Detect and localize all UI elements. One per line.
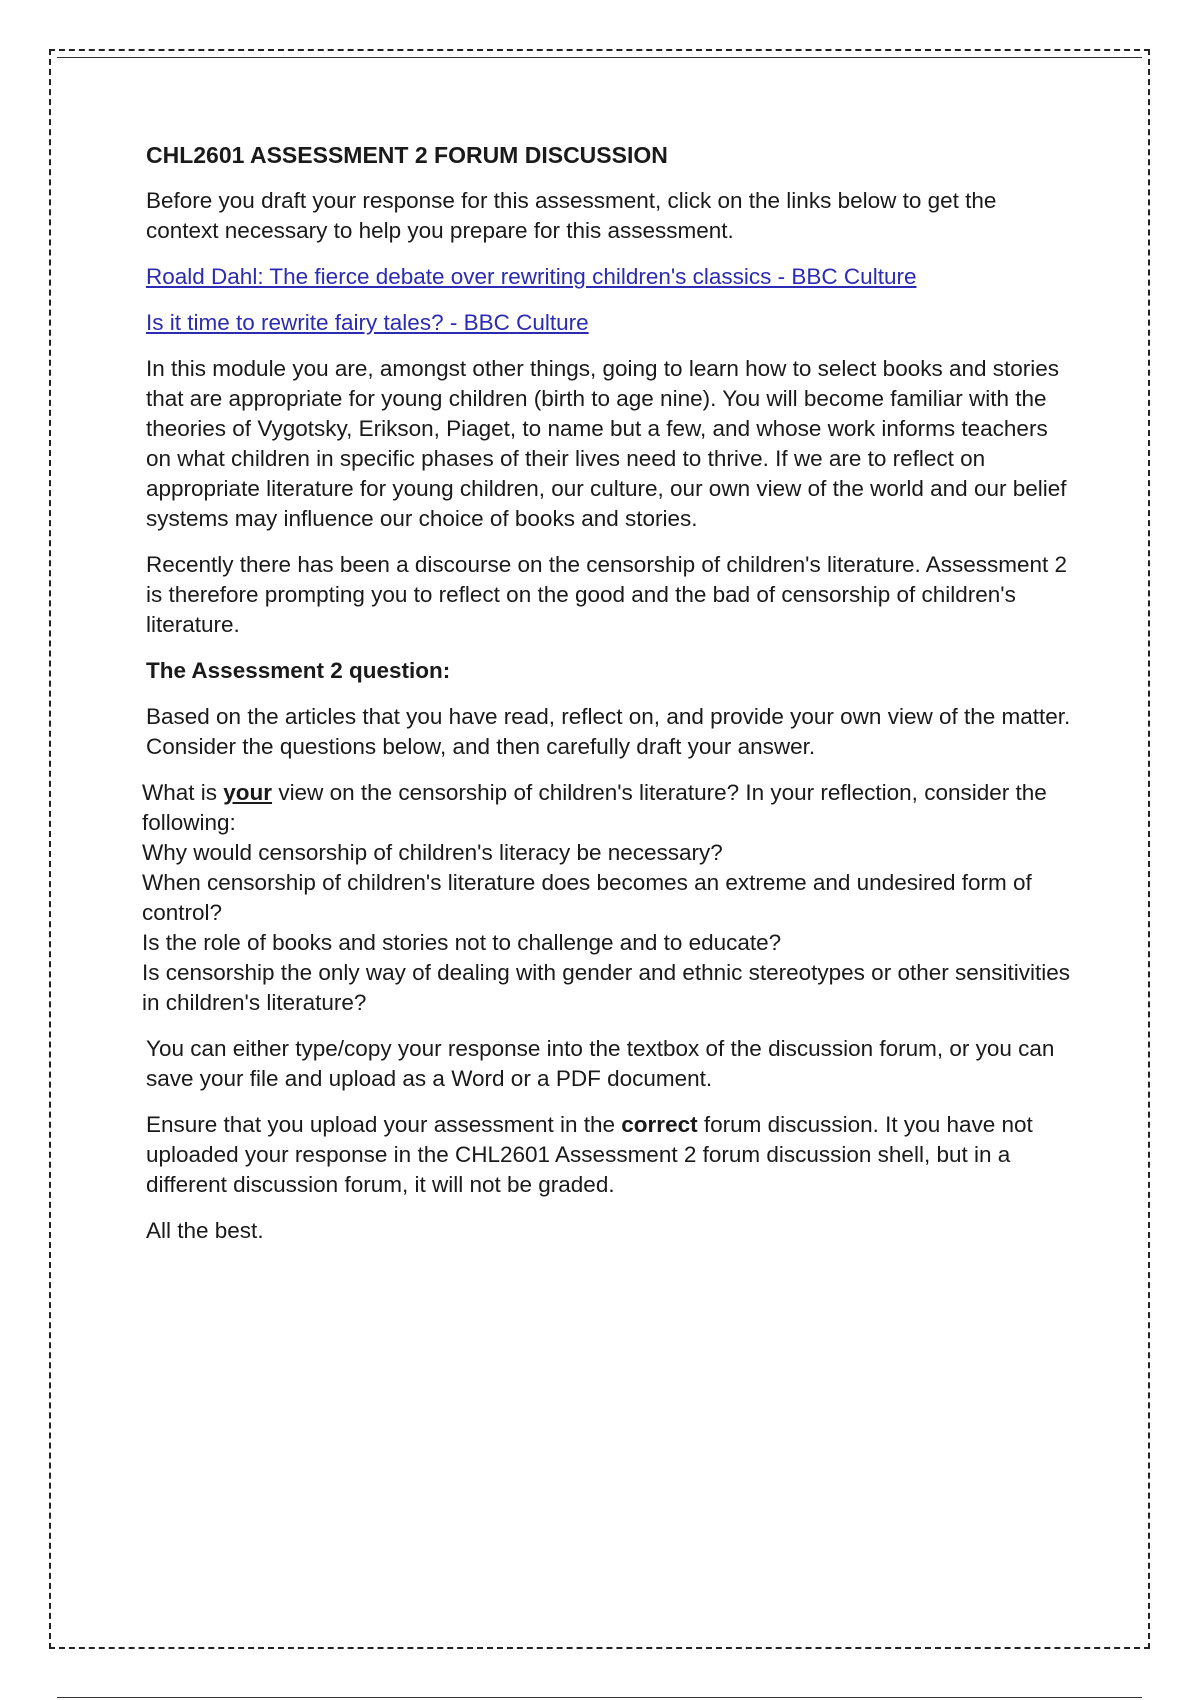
question-main <box>142 778 1071 838</box>
closing-line: All the best. <box>146 1218 264 1243</box>
bottom-rule <box>57 1697 1142 1698</box>
ensure-pre: Ensure that you upload your assessment in the <box>146 1112 616 1137</box>
ensure-post: forum discussion. It you have not uploaded your response in the CHL2601 Assessment 2 forum discussion shell, but in a different discussion forum, it will not be graded. <box>146 1112 1033 1197</box>
q1-emphasis: your <box>223 780 273 805</box>
upload-paragraph: You can either type/copy your response into the textbox of the discussion forum, or you can save your file and upload as a Word or a PDF document. <box>146 1036 1055 1091</box>
question-heading: The Assessment 2 question: <box>146 658 451 683</box>
top-rule <box>57 57 1142 58</box>
intro-paragraph: Before you draft your response for this assessment, click on the links below to get the context necessary to help you prepare for this assessment. <box>146 188 997 243</box>
question-list <box>142 778 1071 1018</box>
link-roald-dahl-article[interactable]: Roald Dahl: The fierce debate over rewriting children's classics - BBC Culture <box>146 264 917 289</box>
q1-post: view on the censorship of children's literature? In your reflection, consider the following: <box>142 780 1047 835</box>
discourse-paragraph: Recently there has been a discourse on the censorship of children's literature. Assessment 2 is therefore prompting you to reflect on the good and the bad of censorship of children's literature. <box>146 552 1068 637</box>
question-item: Is censorship the only way of dealing with gender and ethnic stereotypes or other sensitivities in children's literature? <box>142 960 1071 1015</box>
document-title: CHL2601 ASSESSMENT 2 FORUM DISCUSSION <box>146 142 668 168</box>
question-item: When censorship of children's literature does becomes an extreme and undesired form of control? <box>142 870 1032 925</box>
ensure-paragraph <box>146 1110 1071 1200</box>
ensure-emphasis: correct <box>621 1112 698 1137</box>
question-intro: Based on the articles that you have read, reflect on, and provide your own view of the matter. Consider the questions below, and then carefully draft your answer. <box>146 704 1071 759</box>
question-item: Is the role of books and stories not to challenge and to educate? <box>142 930 782 955</box>
module-paragraph: In this module you are, amongst other things, going to learn how to select books and stories that are appropriate for young children (birth to age nine). You will become familiar with the theories of Vygotsky, Erikson, Piaget, to name but a few, and whose work informs teachers on what children in specific phases of their lives need to thrive. If we are to reflect on appropriate literature for young children, our culture, our own view of the world and our belief systems may influence our choice of books and stories. <box>146 356 1067 531</box>
link-fairy-tales-article[interactable]: Is it time to rewrite fairy tales? - BBC Culture <box>146 310 589 335</box>
question-item: Why would censorship of children's literacy be necessary? <box>142 840 723 865</box>
document-body <box>142 140 1071 1262</box>
q1-pre: What is <box>142 780 218 805</box>
